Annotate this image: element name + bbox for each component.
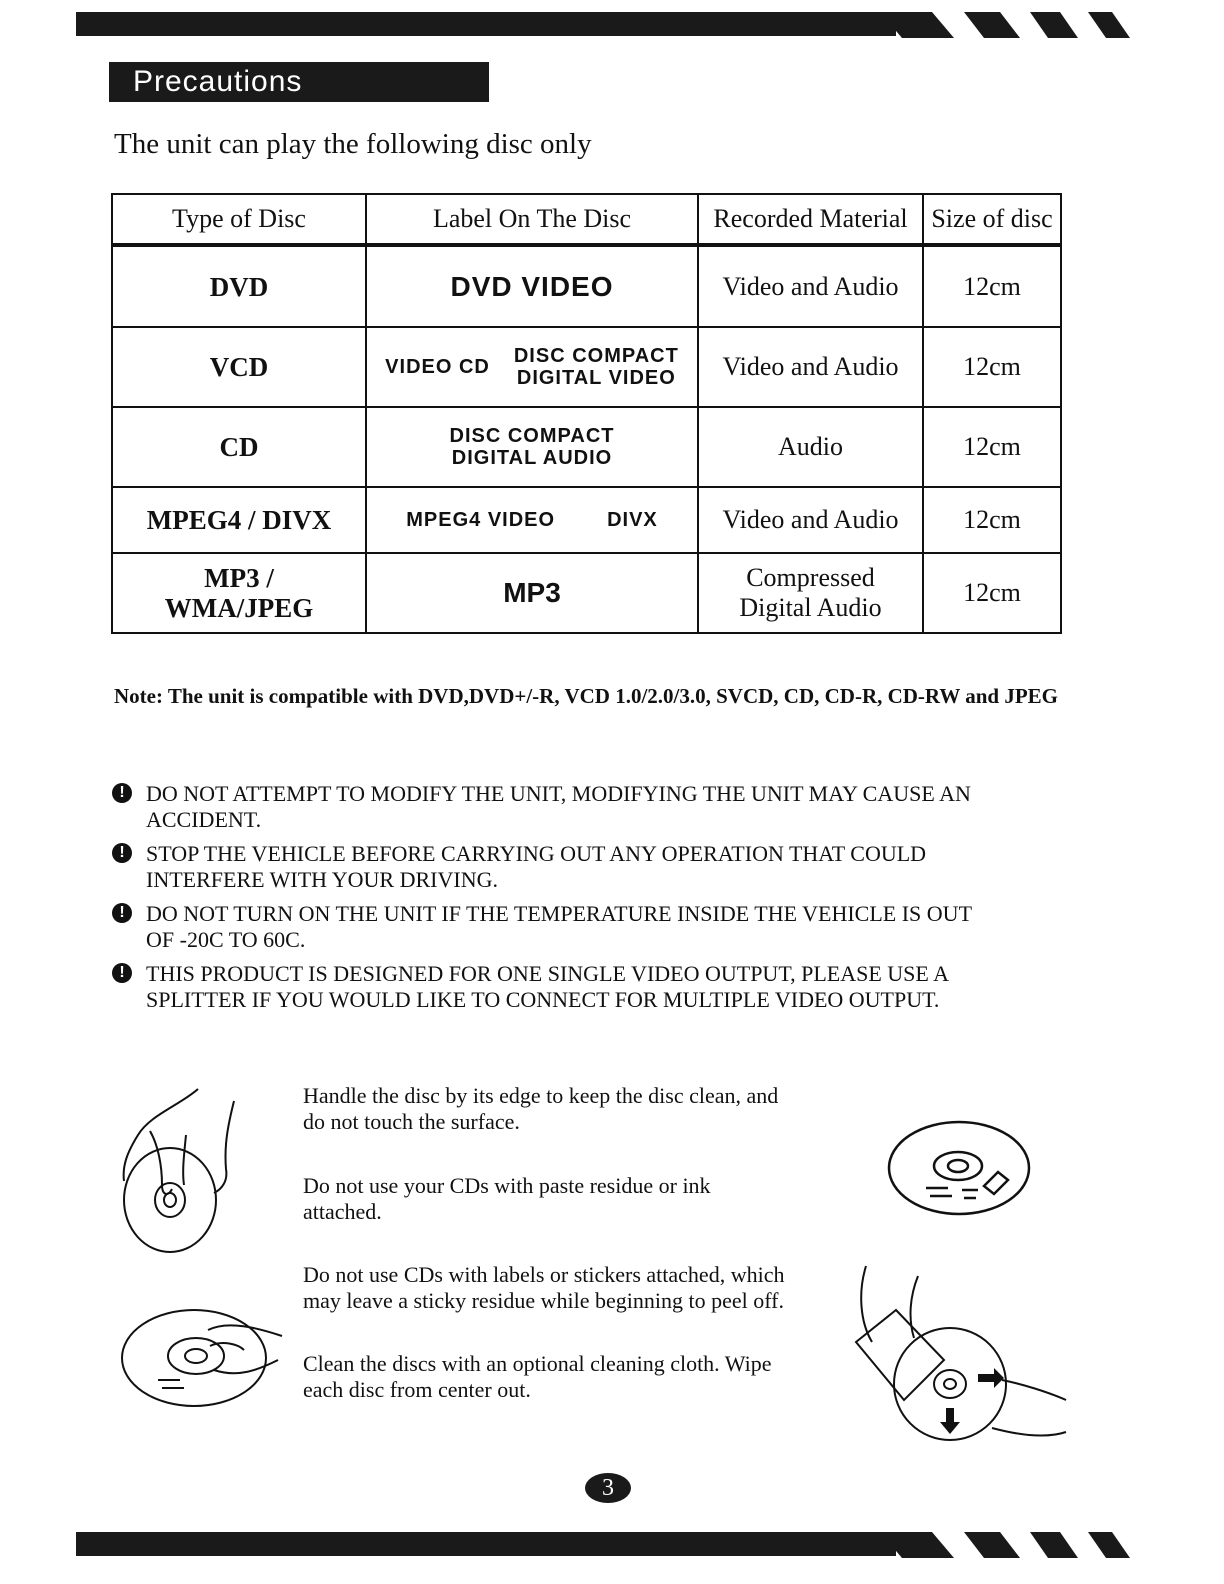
footer-bar xyxy=(76,1532,896,1556)
warning-item xyxy=(112,781,1032,833)
material-line: Digital Audio xyxy=(739,593,882,622)
care-line: Do not use your CDs with paste residue or ink xyxy=(303,1173,711,1198)
care-line: do not touch the surface. xyxy=(303,1109,520,1134)
disc-logo-line: DISC COMPACT xyxy=(449,425,615,447)
disc-logo-text: DIVX xyxy=(607,509,658,531)
footer-stripes xyxy=(880,1528,1144,1558)
disc-with-residue-illustration xyxy=(886,1118,1032,1218)
care-line: Do not use CDs with labels or stickers attached, which xyxy=(303,1262,785,1287)
disc-label-cell xyxy=(366,407,698,487)
warning-line: INTERFERE WITH YOUR DRIVING. xyxy=(146,867,498,892)
disc-type: MPEG4 / DIVX xyxy=(112,487,366,553)
cleaning-disc-illustration xyxy=(852,1262,1070,1447)
warning-text xyxy=(146,961,1032,1013)
disc-size: 12cm xyxy=(923,327,1061,407)
recorded-material xyxy=(698,553,923,633)
disc-label-cell xyxy=(366,487,698,553)
column-header: Recorded Material xyxy=(698,194,923,245)
warning-line: ACCIDENT. xyxy=(146,807,262,832)
disc-logo-text: MP3 xyxy=(503,577,561,608)
disc-logo-line: DIGITAL AUDIO xyxy=(451,447,613,469)
disc-type-line: MP3 / xyxy=(204,563,274,593)
recorded-material: Video and Audio xyxy=(698,487,923,553)
table-header-row xyxy=(112,194,1061,245)
care-instruction xyxy=(303,1351,803,1403)
care-line: attached. xyxy=(303,1199,382,1224)
header-stripes xyxy=(880,8,1144,38)
disc-size: 12cm xyxy=(923,245,1061,327)
disc-type xyxy=(112,553,366,633)
column-header: Size of disc xyxy=(923,194,1061,245)
care-line: may leave a sticky residue while beginning to peel off. xyxy=(303,1288,785,1313)
disc-size: 12cm xyxy=(923,553,1061,633)
warning-line: STOP THE VEHICLE BEFORE CARRYING OUT ANY OPERATION THAT COULD xyxy=(146,841,927,866)
disc-logo-text xyxy=(514,345,679,389)
disc-label-cell xyxy=(366,245,698,327)
compatibility-note: Note: The unit is compatible with DVD,DVD+/-R, VCD 1.0/2.0/3.0, SVCD, CD, CD-R, CD-RW and JPEG xyxy=(114,684,1059,708)
table-row xyxy=(112,245,1061,327)
disc-compatibility-table xyxy=(111,193,1062,634)
hand-holding-disc-illustration xyxy=(110,1085,245,1255)
disc-logo-text: DVD VIDEO xyxy=(450,270,614,302)
recorded-material: Audio xyxy=(698,407,923,487)
recorded-material: Video and Audio xyxy=(698,245,923,327)
care-line: Clean the discs with an optional cleaning cloth. Wipe xyxy=(303,1351,772,1376)
disc-logo-text: MPEG4 VIDEO xyxy=(406,509,556,531)
warning-item xyxy=(112,961,1032,1013)
disc-type-line: WMA/JPEG xyxy=(164,593,314,623)
disc-size: 12cm xyxy=(923,487,1061,553)
warning-line: DO NOT TURN ON THE UNIT IF THE TEMPERATURE INSIDE THE VEHICLE IS OUT xyxy=(146,901,973,926)
table-row xyxy=(112,553,1061,633)
column-header: Type of Disc xyxy=(112,194,366,245)
column-header: Label On The Disc xyxy=(366,194,698,245)
warning-line: SPLITTER IF YOU WOULD LIKE TO CONNECT FOR MULTIPLE VIDEO OUTPUT. xyxy=(146,987,940,1012)
exclamation-icon: ! xyxy=(112,783,132,803)
exclamation-icon: ! xyxy=(112,903,132,923)
warning-text xyxy=(146,901,1032,953)
disc-label-cell xyxy=(366,553,698,633)
intro-text: The unit can play the following disc only xyxy=(114,128,592,160)
warning-text xyxy=(146,781,1032,833)
page-number: 3 xyxy=(585,1473,631,1503)
sticker-on-disc-illustration xyxy=(118,1300,288,1410)
section-heading: Precautions xyxy=(109,62,489,102)
care-instruction xyxy=(303,1173,833,1225)
warning-item xyxy=(112,841,1032,893)
care-line: each disc from center out. xyxy=(303,1377,531,1402)
care-instruction xyxy=(303,1083,833,1135)
exclamation-icon: ! xyxy=(112,843,132,863)
header-bar xyxy=(76,12,896,36)
recorded-material: Video and Audio xyxy=(698,327,923,407)
disc-logo-line: DIGITAL VIDEO xyxy=(516,367,676,389)
warning-line: OF -20C TO 60C. xyxy=(146,927,306,952)
disc-label-cell xyxy=(366,327,698,407)
table-row xyxy=(112,327,1061,407)
disc-type: VCD xyxy=(112,327,366,407)
disc-logo-text xyxy=(450,425,615,469)
warning-text xyxy=(146,841,1032,893)
care-line: Handle the disc by its edge to keep the disc clean, and xyxy=(303,1083,779,1108)
disc-type: DVD xyxy=(112,245,366,327)
warning-item xyxy=(112,901,1032,953)
table-row xyxy=(112,487,1061,553)
table-row xyxy=(112,407,1061,487)
warning-line: THIS PRODUCT IS DESIGNED FOR ONE SINGLE VIDEO OUTPUT, PLEASE USE A xyxy=(146,961,950,986)
disc-size: 12cm xyxy=(923,407,1061,487)
exclamation-icon: ! xyxy=(112,963,132,983)
material-line: Compressed xyxy=(746,563,875,592)
disc-logo-text: VIDEO CD xyxy=(385,356,490,378)
care-instruction xyxy=(303,1262,803,1314)
disc-type: CD xyxy=(112,407,366,487)
disc-logo-line: DISC COMPACT xyxy=(513,345,679,367)
warning-line: DO NOT ATTEMPT TO MODIFY THE UNIT, MODIFYING THE UNIT MAY CAUSE AN xyxy=(146,781,971,806)
